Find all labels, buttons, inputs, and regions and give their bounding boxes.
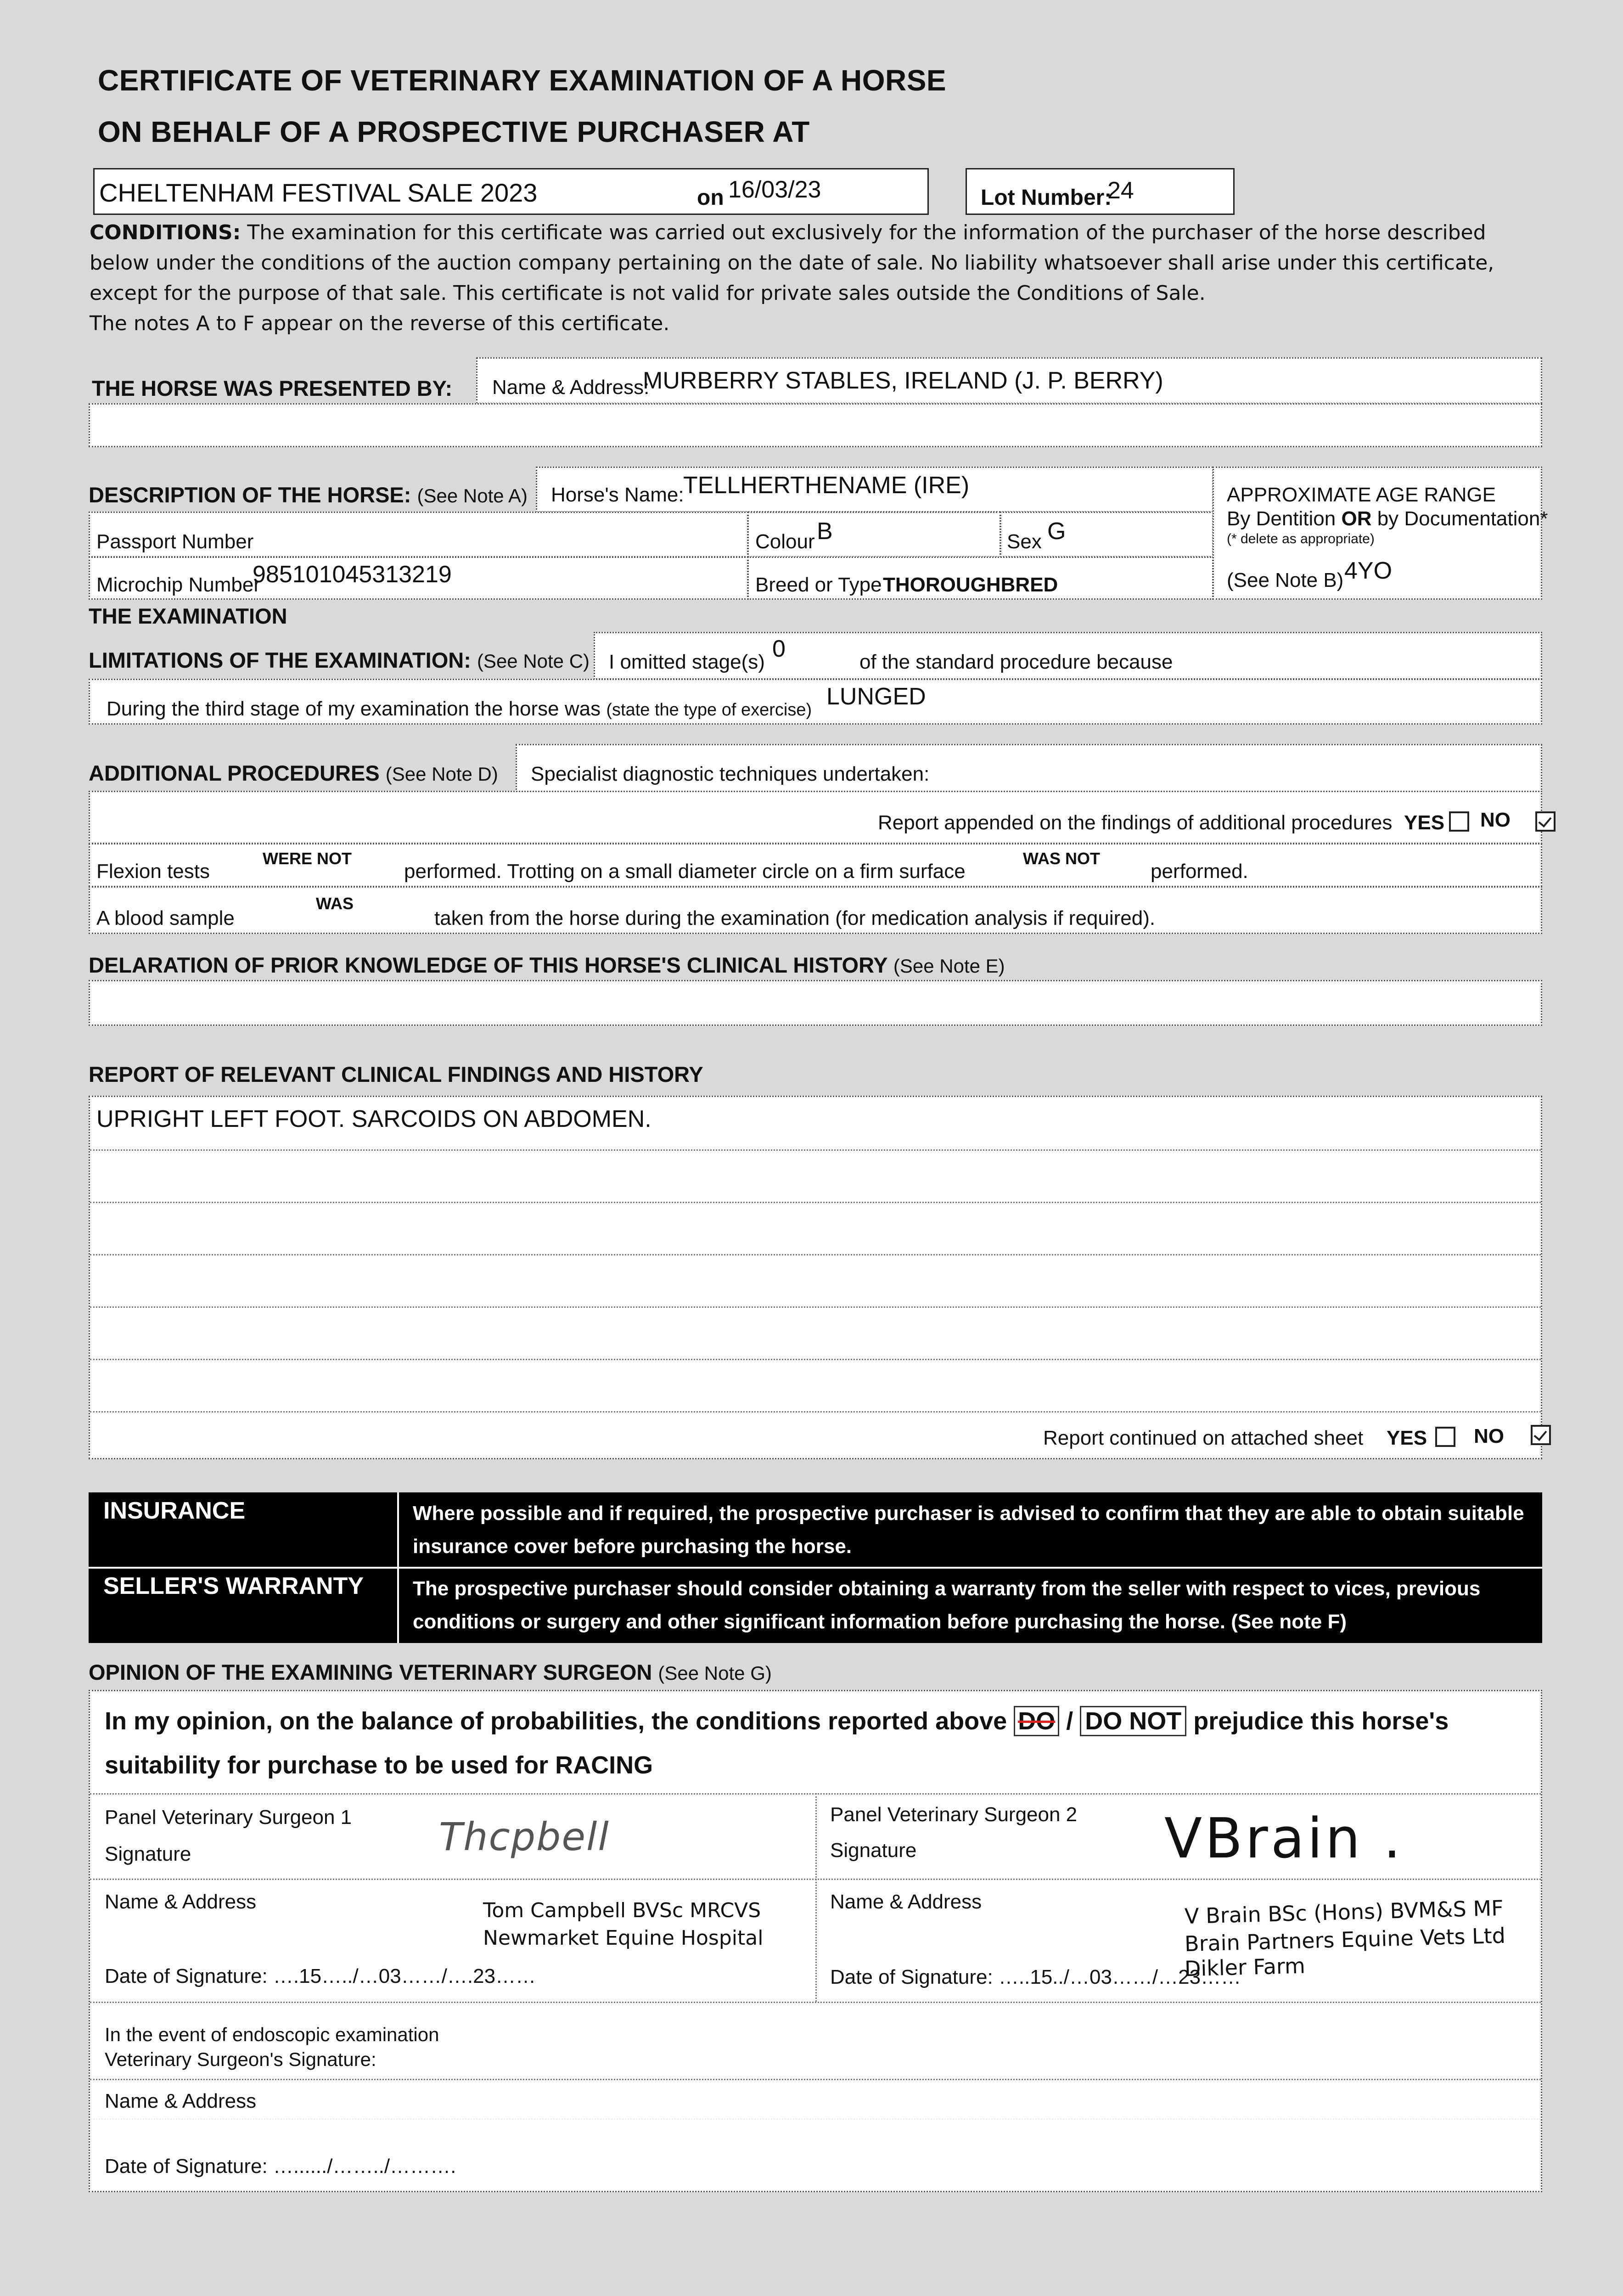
trotting-suffix: performed. xyxy=(1151,860,1248,883)
surgeon1-signature[interactable]: Thcpbell xyxy=(434,1798,632,1875)
lot-number: 24 xyxy=(1107,177,1134,204)
sex-label: Sex xyxy=(1007,530,1042,553)
surgeon1-date: Date of Signature: ….15…../…03……/….23…… xyxy=(105,1965,536,1987)
divider xyxy=(90,1879,1541,1880)
findings-heading: REPORT OF RELEVANT CLINICAL FINDINGS AND HISTORY xyxy=(89,1062,703,1086)
microchip-value: 985101045313219 xyxy=(253,561,452,588)
conditions-label: CONDITIONS: xyxy=(90,221,241,244)
do-option-struck[interactable]: DO xyxy=(1014,1706,1059,1736)
certificate-title-line2: ON BEHALF OF A PROSPECTIVE PURCHASER AT xyxy=(98,115,810,148)
specialist-techniques-box[interactable] xyxy=(516,744,1542,793)
colour-box[interactable] xyxy=(747,512,1001,557)
blood-sample-box[interactable] xyxy=(89,886,1542,934)
declaration-heading: DELARATION OF PRIOR KNOWLEDGE OF THIS HORSE'S CLINICAL HISTORY (See Note E) xyxy=(89,953,1005,977)
description-heading: DESCRIPTION OF THE HORSE: (See Note A) xyxy=(89,483,528,507)
report-appended-box[interactable] xyxy=(89,791,1542,844)
divider xyxy=(815,1793,817,2002)
passport-box[interactable] xyxy=(89,512,748,557)
certificate-title-line1: CERTIFICATE OF VETERINARY EXAMINATION OF A HORSE xyxy=(98,64,947,97)
microchip-box[interactable] xyxy=(89,557,748,600)
report-appended-yes-label: YES xyxy=(1404,811,1445,834)
warranty-label: SELLER'S WARRANTY xyxy=(103,1573,364,1599)
continued-label: Report continued on attached sheet xyxy=(1043,1427,1364,1449)
lot-number-label: Lot Number: xyxy=(981,186,1112,210)
findings-rule xyxy=(90,1306,1541,1308)
breed-value: THOROUGHBRED xyxy=(883,574,1058,596)
declaration-box[interactable] xyxy=(89,980,1542,1026)
findings-rule xyxy=(90,1149,1541,1151)
age-heading: APPROXIMATE AGE RANGE xyxy=(1227,484,1496,506)
surgeon2-address: Dikler Farm xyxy=(1184,1953,1306,1981)
do-not-option[interactable]: DO NOT xyxy=(1080,1706,1186,1736)
sex-box[interactable] xyxy=(1000,512,1213,557)
age-note-b: (See Note B) xyxy=(1227,569,1344,591)
microchip-label: Microchip Number xyxy=(96,574,260,596)
presented-name-label: Name & Address: xyxy=(492,376,650,399)
sale-on-label: on xyxy=(697,186,724,210)
flexion-box[interactable] xyxy=(89,843,1542,887)
divider xyxy=(90,2118,1541,2120)
age-delete-note: (* delete as appropriate) xyxy=(1227,531,1375,546)
insurance-text: Where possible and if required, the prospective purchaser is advised to confirm that they are able to obtain suitable insurance cover before purchasing the horse. xyxy=(413,1502,1524,1558)
colour-label: Colour xyxy=(755,530,815,553)
surgeon2-name: V Brain BSc (Hons) BVM&S MF xyxy=(1184,1895,1504,1929)
continued-yes-checkbox[interactable] xyxy=(1435,1427,1455,1447)
blood-label: A blood sample xyxy=(96,907,235,929)
third-stage-label: During the third stage of my examination the horse was (state the type of exercise) xyxy=(107,698,812,720)
conditions-text xyxy=(90,218,1550,339)
omitted-label: I omitted stage(s) xyxy=(609,651,765,673)
sale-name-box[interactable] xyxy=(93,168,929,215)
findings-rule xyxy=(90,1202,1541,1203)
report-appended-yes-checkbox[interactable] xyxy=(1449,811,1469,832)
endoscopic-date: Date of Signature: …....../……../………. xyxy=(105,2155,456,2178)
divider xyxy=(90,2079,1541,2080)
surgeon2-signature[interactable]: VBrain . xyxy=(1164,1807,1404,1871)
opinion-box xyxy=(89,1690,1542,2192)
third-stage-value: LUNGED xyxy=(826,683,926,710)
report-appended-no-label: NO xyxy=(1480,809,1511,831)
lot-number-box[interactable] xyxy=(966,168,1235,215)
sex-value: G xyxy=(1047,518,1066,545)
colour-value: B xyxy=(817,518,833,545)
endoscopic-line2: Veterinary Surgeon's Signature: xyxy=(105,2048,376,2070)
surgeon1-address: Newmarket Equine Hospital xyxy=(483,1926,764,1950)
blood-value: WAS xyxy=(316,894,354,913)
findings-rule xyxy=(90,1359,1541,1360)
surgeon1-signature-label: Signature xyxy=(105,1843,191,1865)
flexion-suffix: performed. Trotting on a small diameter circle on a firm surface xyxy=(404,860,966,883)
report-appended-label: Report appended on the findings of additional procedures xyxy=(878,811,1393,834)
presented-address-line[interactable] xyxy=(89,403,1542,447)
endoscopic-line1: In the event of endoscopic examination xyxy=(105,2024,439,2045)
continued-yes-label: YES xyxy=(1387,1427,1427,1449)
flexion-label: Flexion tests xyxy=(96,860,210,883)
limitations-heading: LIMITATIONS OF THE EXAMINATION: (See Note C) xyxy=(89,648,590,672)
warranty-text: The prospective purchaser should consider obtaining a warranty from the seller with respect to vices, previous conditions or surgery and other significant information before purchasing the horse. (See note F) xyxy=(413,1577,1481,1633)
age-range-box[interactable] xyxy=(1213,467,1548,600)
surgeon1-name: Tom Campbell BVSc MRCVS xyxy=(483,1899,761,1922)
sale-date: 16/03/23 xyxy=(728,176,821,203)
findings-rule xyxy=(90,1411,1541,1412)
divider xyxy=(90,2002,1541,2003)
third-stage-box[interactable] xyxy=(89,679,1542,725)
blood-suffix: taken from the horse during the examination (for medication analysis if required). xyxy=(434,907,1156,929)
horse-name: TELLHERTHENAME (IRE) xyxy=(683,472,970,499)
additional-heading: ADDITIONAL PROCEDURES (See Note D) xyxy=(89,761,498,785)
surgeon1-name-label: Name & Address xyxy=(105,1891,257,1913)
surgeon2-date: Date of Signature: …..15../…03……/…23…… xyxy=(830,1966,1241,1988)
findings-line-1: UPRIGHT LEFT FOOT. SARCOIDS ON ABDOMEN. xyxy=(96,1106,651,1132)
opinion-line-1: In my opinion, on the balance of probabilities, the conditions reported above DO / DO NOT prejudice this horse's xyxy=(105,1707,1449,1735)
horse-name-box[interactable] xyxy=(536,467,1213,512)
examination-heading: THE EXAMINATION xyxy=(89,604,287,628)
presented-name-value: MURBERRY STABLES, IRELAND (J. P. BERRY) xyxy=(643,367,1163,394)
findings-box[interactable] xyxy=(89,1096,1542,1459)
opinion-line-2: suitability for purchase to be used for RACING xyxy=(105,1751,653,1779)
age-value: 4YO xyxy=(1344,557,1393,584)
trotting-value: WAS NOT xyxy=(1023,849,1100,868)
surgeon2-signature-label: Signature xyxy=(830,1839,917,1862)
opinion-heading: OPINION OF THE EXAMINING VETERINARY SURGEON (See Note G) xyxy=(89,1660,772,1684)
flexion-value: WERE NOT xyxy=(263,849,352,868)
specialist-label: Specialist diagnostic techniques undertaken: xyxy=(531,763,930,785)
horse-name-label: Horse's Name: xyxy=(551,484,684,506)
continued-no-label: NO xyxy=(1474,1425,1504,1447)
surgeon1-panel-label: Panel Veterinary Surgeon 1 xyxy=(105,1806,352,1829)
surgeon2-name-label: Name & Address xyxy=(830,1891,982,1913)
breed-label: Breed or Type xyxy=(755,574,882,596)
insurance-warranty-panel xyxy=(89,1492,1542,1643)
surgeon2-practice: Brain Partners Equine Vets Ltd xyxy=(1184,1923,1506,1957)
breed-box[interactable] xyxy=(747,557,1213,600)
passport-label: Passport Number xyxy=(96,530,254,553)
omitted-suffix: of the standard procedure because xyxy=(859,651,1173,673)
findings-rule xyxy=(90,1254,1541,1255)
presented-heading: THE HORSE WAS PRESENTED BY: xyxy=(92,376,453,400)
conditions-body: The examination for this certificate was carried out exclusively for the information of the purchaser of the horse described below under the conditions of the auction company pertaining on the date of sale. No liability whatsoever shall arise under this certificate, except for the purpose of that sale. This certificate is not valid for private sales outside the Conditions of Sale. xyxy=(90,221,1494,305)
insurance-label: INSURANCE xyxy=(103,1497,246,1524)
conditions-notes: The notes A to F appear on the reverse of this certificate. xyxy=(90,312,670,335)
sale-name: CHELTENHAM FESTIVAL SALE 2023 xyxy=(99,178,538,207)
omitted-stages-box[interactable] xyxy=(594,632,1542,680)
omitted-value: 0 xyxy=(772,636,786,662)
endoscopic-name-label: Name & Address xyxy=(105,2090,257,2112)
presented-name-box[interactable] xyxy=(476,357,1542,404)
age-dentition-line: By Dentition OR by Documentation* xyxy=(1227,507,1548,530)
surgeon2-panel-label: Panel Veterinary Surgeon 2 xyxy=(830,1803,1078,1826)
report-appended-no-checkbox[interactable] xyxy=(1535,811,1556,832)
panel-divider xyxy=(89,1567,1542,1569)
continued-no-checkbox[interactable] xyxy=(1531,1425,1551,1445)
